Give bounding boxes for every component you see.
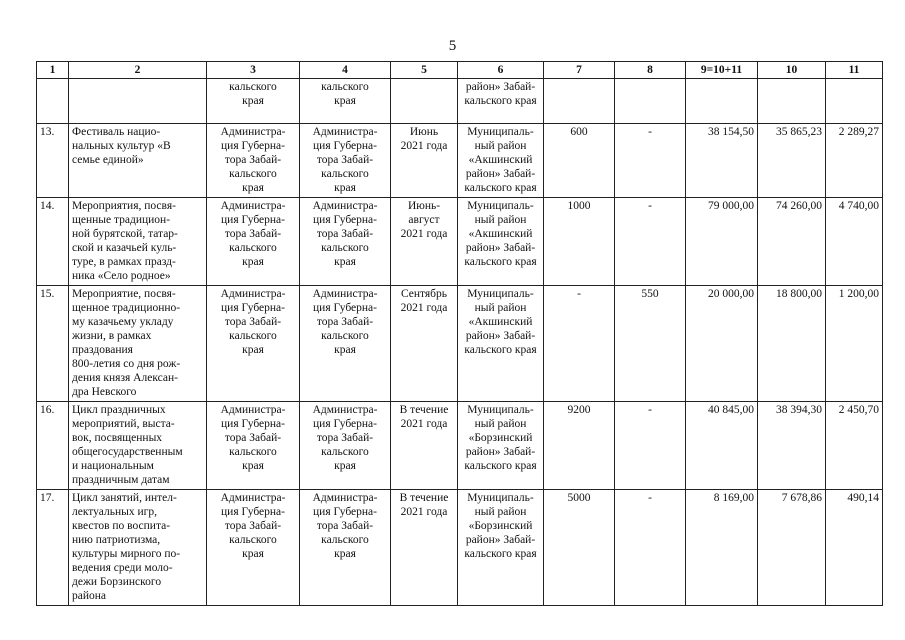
municipality-cell: Муниципаль- ный район «Акшинский район» Забай- кальского края xyxy=(458,198,544,286)
column-header: 9=10+11 xyxy=(686,62,758,79)
column-header: 2 xyxy=(69,62,207,79)
col10-cell: 38 394,30 xyxy=(758,402,826,490)
event-name: Цикл праздничных мероприятий, выста- вок, посвященных общегосударственным и национальным праздничным датам xyxy=(69,402,207,490)
executor-cell: Администра- ция Губерна- тора Забай- кальского края xyxy=(300,402,391,490)
total-cell xyxy=(686,79,758,124)
row-number: 17. xyxy=(37,490,69,606)
col10-cell xyxy=(758,79,826,124)
event-name: Фестиваль нацио- нальных культур «В семье единой» xyxy=(69,124,207,198)
municipality-cell: Муниципаль- ный район «Акшинский район» Забай- кальского края xyxy=(458,124,544,198)
table-row xyxy=(37,490,883,606)
column-header: 4 xyxy=(300,62,391,79)
row-number: 15. xyxy=(37,286,69,402)
organizer-cell: Администра- ция Губерна- тора Забай- кальского края xyxy=(207,402,300,490)
total-cell: 40 845,00 xyxy=(686,402,758,490)
organizer-cell: кальского края xyxy=(207,79,300,124)
col10-cell: 35 865,23 xyxy=(758,124,826,198)
executor-cell: Администра- ция Губерна- тора Забай- кальского края xyxy=(300,490,391,606)
column-header: 6 xyxy=(458,62,544,79)
municipality-cell: Муниципаль- ный район «Борзинский район» Забай- кальского края xyxy=(458,490,544,606)
col7-cell xyxy=(544,79,615,124)
col10-cell: 7 678,86 xyxy=(758,490,826,606)
col11-cell: 490,14 xyxy=(826,490,883,606)
municipality-cell: район» Забай- кальского края xyxy=(458,79,544,124)
executor-cell: кальского края xyxy=(300,79,391,124)
organizer-cell: Администра- ция Губерна- тора Забай- кальского края xyxy=(207,286,300,402)
total-cell: 79 000,00 xyxy=(686,198,758,286)
table-header-row xyxy=(37,62,883,79)
event-name: Цикл занятий, интел- лектуальных игр, квестов по воспита- нию патриотизма, культуры мирного по- ведения среди моло- дежи Борзинского района xyxy=(69,490,207,606)
event-name xyxy=(69,79,207,124)
date-cell: Сентябрь 2021 года xyxy=(391,286,458,402)
col8-cell: 550 xyxy=(615,286,686,402)
municipality-cell: Муниципаль- ный район «Акшинский район» Забай- кальского края xyxy=(458,286,544,402)
row-number: 16. xyxy=(37,402,69,490)
row-number: 14. xyxy=(37,198,69,286)
organizer-cell: Администра- ция Губерна- тора Забай- кальского края xyxy=(207,198,300,286)
events-table xyxy=(36,61,883,606)
date-cell: В течение 2021 года xyxy=(391,490,458,606)
table-row xyxy=(37,402,883,490)
col10-cell: 18 800,00 xyxy=(758,286,826,402)
col8-cell: - xyxy=(615,124,686,198)
col11-cell: 4 740,00 xyxy=(826,198,883,286)
organizer-cell: Администра- ция Губерна- тора Забай- кальского края xyxy=(207,124,300,198)
col7-cell: 1000 xyxy=(544,198,615,286)
col10-cell: 74 260,00 xyxy=(758,198,826,286)
col7-cell: - xyxy=(544,286,615,402)
row-number: 13. xyxy=(37,124,69,198)
table-row-continuation xyxy=(37,79,883,124)
organizer-cell: Администра- ция Губерна- тора Забай- кальского края xyxy=(207,490,300,606)
total-cell: 8 169,00 xyxy=(686,490,758,606)
col8-cell: - xyxy=(615,402,686,490)
total-cell: 20 000,00 xyxy=(686,286,758,402)
column-header: 10 xyxy=(758,62,826,79)
column-header: 1 xyxy=(37,62,69,79)
date-cell: Июнь- август 2021 года xyxy=(391,198,458,286)
column-header: 7 xyxy=(544,62,615,79)
executor-cell: Администра- ция Губерна- тора Забай- кальского края xyxy=(300,286,391,402)
column-header: 5 xyxy=(391,62,458,79)
event-name: Мероприятия, посвя- щенные традицион- ной бурятской, татар- ской и казачьей куль- туре, в рамках празд- ника «Село родное» xyxy=(69,198,207,286)
column-header: 3 xyxy=(207,62,300,79)
col8-cell xyxy=(615,79,686,124)
col7-cell: 600 xyxy=(544,124,615,198)
col8-cell: - xyxy=(615,490,686,606)
column-header: 11 xyxy=(826,62,883,79)
col8-cell: - xyxy=(615,198,686,286)
page-number: 5 xyxy=(448,38,457,54)
col11-cell: 1 200,00 xyxy=(826,286,883,402)
executor-cell: Администра- ция Губерна- тора Забай- кальского края xyxy=(300,198,391,286)
table-row xyxy=(37,286,883,402)
table-row xyxy=(37,198,883,286)
date-cell xyxy=(391,79,458,124)
event-name: Мероприятие, посвя- щенное традиционно- му казачьему укладу жизни, в рамках праздования 800-летия со дня рож- дения князя Алексан- дра Невского xyxy=(69,286,207,402)
col7-cell: 9200 xyxy=(544,402,615,490)
row-number xyxy=(37,79,69,124)
date-cell: Июнь 2021 года xyxy=(391,124,458,198)
municipality-cell: Муниципаль- ный район «Борзинский район» Забай- кальского края xyxy=(458,402,544,490)
column-header: 8 xyxy=(615,62,686,79)
total-cell: 38 154,50 xyxy=(686,124,758,198)
table-row xyxy=(37,124,883,198)
date-cell: В течение 2021 года xyxy=(391,402,458,490)
executor-cell: Администра- ция Губерна- тора Забай- кальского края xyxy=(300,124,391,198)
col11-cell: 2 289,27 xyxy=(826,124,883,198)
col11-cell: 2 450,70 xyxy=(826,402,883,490)
col11-cell xyxy=(826,79,883,124)
col7-cell: 5000 xyxy=(544,490,615,606)
